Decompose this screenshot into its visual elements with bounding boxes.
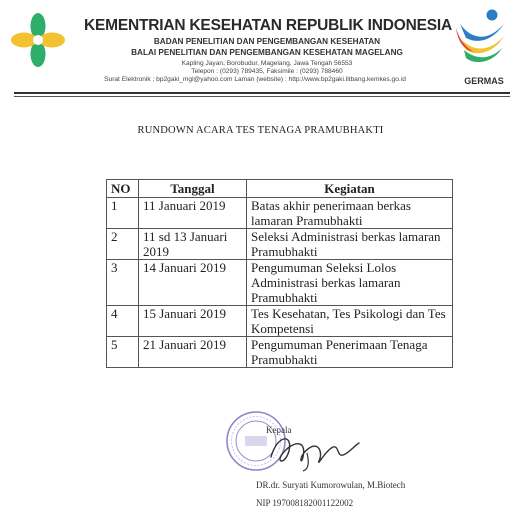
row-activity: Pengumuman Penerimaan Tenaga Pramubhakti: [247, 337, 453, 368]
row-activity: Seleksi Administrasi berkas lamaran Pramubhakti: [247, 229, 453, 260]
table-row: [107, 306, 453, 337]
header-rule-thin: [14, 96, 510, 97]
germas-logo-icon: [452, 6, 510, 66]
signatory-title: Kepala: [266, 425, 292, 435]
table-row: [107, 198, 453, 229]
signatory-name: DR.dr. Suryati Kumorowulan, M.Biotech: [256, 480, 406, 490]
row-date: 14 Januari 2019: [139, 260, 247, 306]
signature-block: [225, 405, 475, 515]
header-no: NO: [107, 180, 139, 198]
handwritten-signature-icon: [263, 427, 363, 472]
row-date: 11 Januari 2019: [139, 198, 247, 229]
institution-name: KEMENTRIAN KESEHATAN REPUBLIK INDONESIA: [84, 17, 452, 34]
row-no: 5: [107, 337, 139, 368]
row-no: 2: [107, 229, 139, 260]
row-no: 3: [107, 260, 139, 306]
row-activity: Batas akhir penerimaan berkas lamaran Pramubhakti: [247, 198, 453, 229]
document-title: RUNDOWN ACARA TES TENAGA PRAMUBHAKTI: [137, 125, 384, 136]
address: Kapling Jayan, Borobudur, Magelang, Jawa Tengah 56553: [181, 60, 353, 67]
header-date: Tanggal: [139, 180, 247, 198]
table-row: [107, 260, 453, 306]
header-rule-thick: [14, 92, 510, 94]
row-no: 4: [107, 306, 139, 337]
header-activity: Kegiatan: [247, 180, 453, 198]
signatory-nip: NIP 197008182001122002: [256, 498, 354, 508]
phone-fax: Telepon : (0293) 789435, Faksimile : (0293) 788460: [191, 68, 343, 75]
row-no: 1: [107, 198, 139, 229]
letterhead: [0, 0, 521, 100]
ministry-logo-icon: [10, 12, 66, 68]
table-header-row: [107, 180, 453, 198]
email-website: Surat Elektronik ; bp2gaki_mgl@yahoo.com Laman (website) : http://www.bp2gaki.litbang.kemkes.go.id: [104, 76, 406, 83]
table-row: [107, 229, 453, 260]
row-activity: Pengumuman Seleksi Lolos Administrasi berkas lamaran Pramubhakti: [247, 260, 453, 306]
row-activity: Tes Kesehatan, Tes Psikologi dan Tes Kompetensi: [247, 306, 453, 337]
germas-label: GERMAS: [464, 76, 504, 86]
row-date: 21 Januari 2019: [139, 337, 247, 368]
row-date: 15 Januari 2019: [139, 306, 247, 337]
table-row: [107, 337, 453, 368]
office-name: BALAI PENELITIAN DAN PENGEMBANGAN KESEHATAN MAGELANG: [131, 48, 403, 57]
rundown-table: [106, 179, 453, 368]
row-date: 11 sd 13 Januari 2019: [139, 229, 247, 260]
agency-name: BADAN PENELITIAN DAN PENGEMBANGAN KESEHATAN: [153, 37, 381, 46]
